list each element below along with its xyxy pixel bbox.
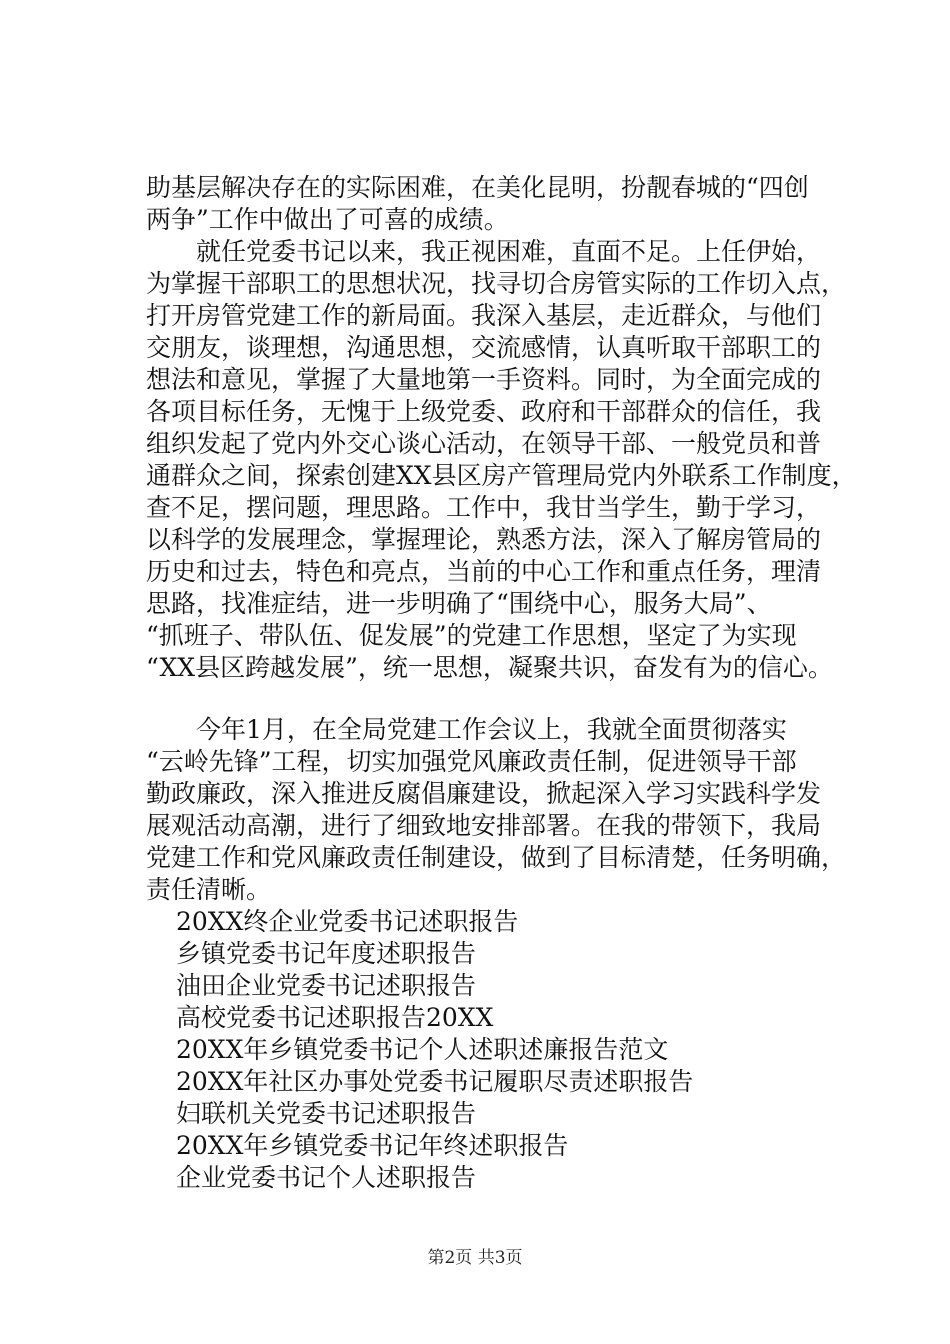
text-line: 党建工作和党风廉政责任制建设，做到了目标清楚，任务明确， [146,843,847,872]
related-report-link[interactable]: 妇联机关党委书记述职报告 [176,1099,477,1128]
document-body [146,172,857,1194]
text-line: 通群众之间，探索创建XX县区房产管理局党内外联系工作制度， [146,461,857,490]
text-line: 打开房管党建工作的新局面。我深入基层，走近群众，与他们 [146,301,822,330]
text-line: 历史和过去，特色和亮点，当前的中心工作和重点任务，理清 [146,557,822,586]
related-report-link[interactable]: 20XX年社区办事处党委书记履职尽责述职报告 [176,1067,694,1096]
text-line: 思路，找准症结，进一步明确了“围绕中心，服务大局”、 [146,589,772,618]
paragraph-1 [146,172,846,236]
text-line: 以科学的发展理念，掌握理论，熟悉方法，深入了解房管局的 [146,525,822,554]
related-report-link[interactable]: 20XX终企业党委书记述职报告 [176,907,519,936]
related-report-link[interactable]: 乡镇党委书记年度述职报告 [176,939,477,968]
paragraph-3 [146,714,846,906]
text-line: 交朋友，谈理想，沟通思想，交流感情，认真听取干部职工的 [146,333,822,362]
text-line: “云岭先锋”工程，切实加强党风廉政责任制，促进领导干部 [146,747,797,776]
text-line: 勤政廉政，深入推进反腐倡廉建设，掀起深入学习实践科学发 [146,779,822,808]
text-line: 为掌握干部职工的思想状况，找寻切合房管实际的工作切入点， [146,269,847,298]
text-line: 助基层解决存在的实际困难，在美化昆明，扮靓春城的“四创 [146,173,809,202]
text-line: 责任清晰。 [146,875,272,904]
text-line: 展观活动高潮，进行了细致地安排部署。在我的带领下，我局 [146,811,822,840]
related-report-link[interactable]: 20XX年乡镇党委书记个人述职述廉报告范文 [176,1035,669,1064]
related-reports-list [146,906,846,1194]
page-footer: 第2页 共3页 [427,1248,523,1268]
related-report-link[interactable]: 油田企业党委书记述职报告 [176,971,477,1000]
text-line: 两争”工作中做出了可喜的成绩。 [146,205,509,234]
text-line: “抓班子、带队伍、促发展”的党建工作思想，坚定了为实现 [146,621,797,650]
related-report-link[interactable]: 企业党委书记个人述职报告 [176,1163,477,1192]
related-report-link[interactable]: 20XX年乡镇党委书记年终述职报告 [176,1131,569,1160]
text-line: “XX县区跨越发展”，统一思想，凝聚共识，奋发有为的信心。 [146,653,833,682]
paragraph-2 [146,236,857,684]
text-line: 今年1月，在全局党建工作会议上，我就全面贯彻落实 [146,715,787,744]
text-line: 就任党委书记以来，我正视困难，直面不足。上任伊始， [146,237,822,266]
text-line: 各项目标任务，无愧于上级党委、政府和干部群众的信任，我 [146,397,822,426]
text-line: 组织发起了党内外交心谈心活动，在领导干部、一般党员和普 [146,429,822,458]
related-report-link[interactable]: 高校党委书记述职报告20XX [176,1003,494,1032]
text-line: 查不足，摆问题，理思路。工作中，我甘当学生，勤于学习， [146,493,822,522]
text-line: 想法和意见，掌握了大量地第一手资料。同时，为全面完成的 [146,365,822,394]
